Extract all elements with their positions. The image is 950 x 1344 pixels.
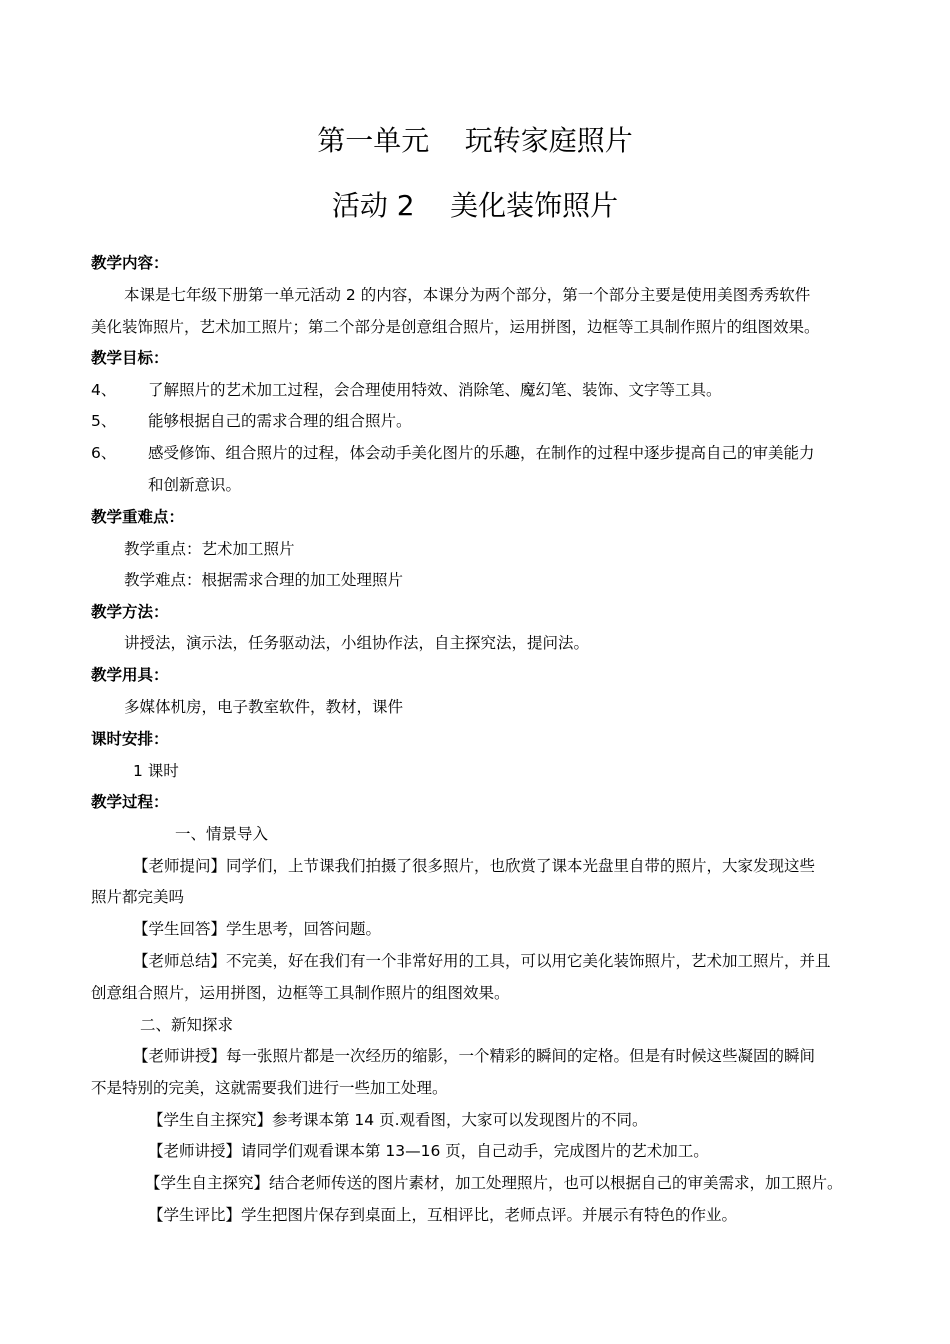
teacher-lecture-line-1: 【老师讲授】每一张照片都是一次经历的缩影，一个精彩的瞬间的定格。但是有时候这些凝固的瞬间 [133,1047,816,1065]
student-evaluation: 【学生评比】学生把图片保存到桌面上，互相评比，老师点评。并展示有特色的作业。 [148,1206,738,1224]
teacher-summary-line-2: 创意组合照片，运用拼图，边框等工具制作照片的组图效果。 [91,984,510,1002]
heading-teaching-content: 教学内容： [91,254,169,272]
goal-number: 4、 [91,381,117,399]
content-paragraph-line-2: 美化装饰照片，艺术加工照片；第二个部分是创意组合照片，运用拼图，边框等工具制作照片的组图效果。 [91,318,820,336]
goal-text: 感受修饰、组合照片的过程，体会动手美化图片的乐趣，在制作的过程中逐步提高自己的审美能力 [148,444,815,462]
heading-class-schedule: 课时安排： [91,730,169,748]
teacher-question-line-1: 【老师提问】同学们，上节课我们拍摄了很多照片，也欣赏了课本光盘里自带的照片，大家发现这些 [133,857,816,875]
activity-subtitle: 活动 2 美化装饰照片 [331,189,619,222]
student-explore-1: 【学生自主探究】参考课本第 14 页.观看图，大家可以发现图片的不同。 [148,1111,648,1129]
teacher-question-line-2: 照片都完美吗 [91,888,185,906]
goal-number: 5、 [91,412,117,430]
unit-title: 第一单元 玩转家庭照片 [317,124,633,157]
heading-teaching-goals: 教学目标： [91,349,169,367]
heading-key-points: 教学重难点： [91,508,185,526]
heading-teaching-tools: 教学用具： [91,666,169,684]
class-schedule: 1 课时 [133,762,179,780]
teacher-summary-line-1: 【老师总结】不完美，好在我们有一个非常好用的工具，可以用它美化装饰照片，艺术加工照片，并且 [133,952,831,970]
goal-number: 6、 [91,444,117,462]
goal-text: 能够根据自己的需求合理的组合照片。 [148,412,412,430]
heading-teaching-methods: 教学方法： [91,603,169,621]
goal-text-continued: 和创新意识。 [148,476,242,494]
teacher-lecture-3: 【老师讲授】请同学们观看课本第 13—16 页，自己动手，完成图片的艺术加工。 [148,1142,709,1160]
section-heading-intro: 一、情景导入 [175,825,269,843]
heading-teaching-process: 教学过程： [91,793,169,811]
student-explore-2: 【学生自主探究】结合老师传送的图片素材，加工处理照片，也可以根据自己的审美需求，加工照片。 [145,1174,843,1192]
difficult-point: 教学难点：根据需求合理的加工处理照片 [124,571,404,589]
section-heading-new-knowledge: 二、新知探求 [140,1016,234,1034]
teacher-lecture-line-2: 不是特别的完美，这就需要我们进行一些加工处理。 [91,1079,448,1097]
content-paragraph-line-1: 本课是七年级下册第一单元活动 2 的内容，本课分为两个部分，第一个部分主要是使用美图秀秀软件 [124,286,811,304]
teaching-tools: 多媒体机房，电子教室软件，教材，课件 [124,698,404,716]
teaching-methods: 讲授法，演示法，任务驱动法，小组协作法，自主探究法，提问法。 [124,634,590,652]
goal-text: 了解照片的艺术加工过程，会合理使用特效、消除笔、魔幻笔、装饰、文字等工具。 [148,381,722,399]
key-point: 教学重点：艺术加工照片 [124,540,295,558]
student-answer: 【学生回答】学生思考，回答问题。 [133,920,382,938]
